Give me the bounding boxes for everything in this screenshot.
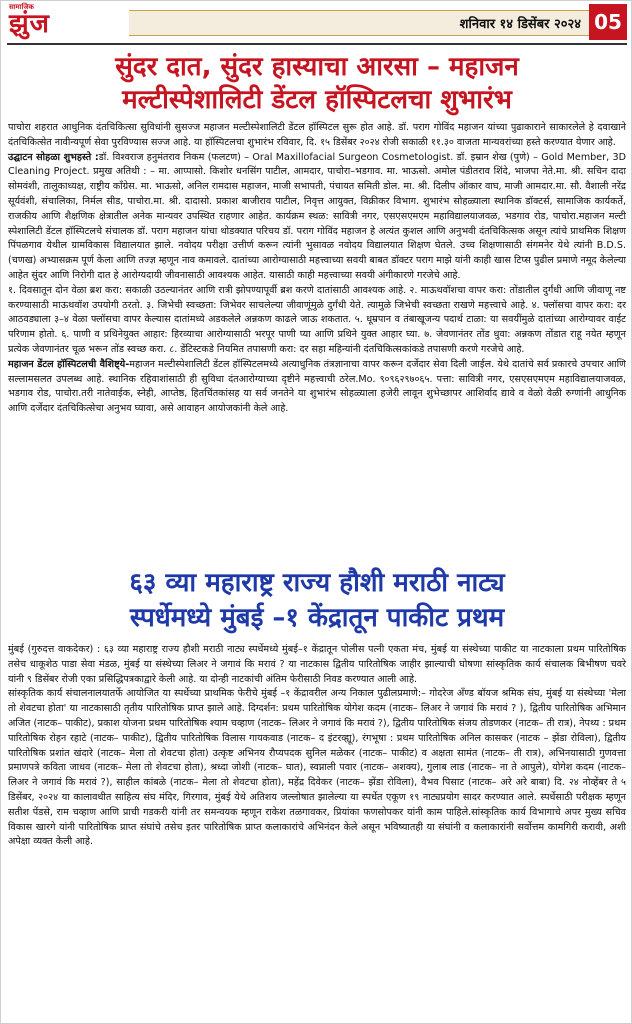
article1-body	[8, 121, 626, 417]
guests-lead: उद्घाटन सोहळा शुभहस्ते :	[8, 151, 99, 163]
logo-title: झुंज	[9, 9, 50, 39]
features-lead: महाजन डेंटल हॉस्पिटलची वैशिष्ट्ये-	[8, 358, 130, 370]
article1-headline-line2: मल्टीस्पेशालिटी डेंटल हॉस्पिटलचा शुभारंभ	[122, 85, 512, 115]
features-text: महाजन मल्टीस्पेशालिटी डेंटल हॉस्पिटलमध्ये अत्याधुनिक तंत्रज्ञानाचा वापर करून दर्जेदार सेवा दिली जाईल. येथे दातांचे सर्व प्रकारचे उपचार आणि सल्लामसलत उपलब्ध आहे. स्थानिक रहिवाशांसाठी ही सुविधा दंतआरोग्याच्या दृष्टीने महत्त्वाची ठरेल.Mo. ९०९६२९७०६५. पत्ता: सावित्री नगर, एसएसएमएम महाविद्यालयाजवळ, भडगाव रोड, पाचोरा.तरी नातेवाईक, स्नेही, आप्तेष्ठ, हितचिंतकांसह या सर्व जनतेने या शुभारंभ सोहळ्याला हजेरी लावून शुभेच्छापर आशिर्वाद द्यावे व वेळो वेळी रुग्णांनी आधुनिक आणि दर्जेदार दंतचिकित्सेचा अनुभव घ्यावा, असे आवाहन आयोजकांनी केले आहे.	[8, 358, 626, 415]
article2-body	[8, 643, 626, 850]
masthead	[1, 1, 632, 43]
guests-text: डॉ. विश्वराज हनुमंतराव निकम (फलटण) – Oral Maxillofacial Surgeon Cosmetologist. डॉ. इम्रान शेख (पुणे) – Gold Member, 3D Cleaning Project. प्रमुख अतिथी : – मा. आप्पासो. किशोर धनसिंग पाटील, आमदार, पाचोरा–भडगाव. मा. भाऊसो. अमोल पंडीतराव शिंदे, भाजपा नेते.मा. श्री. सचिन दादा सोमवंशी, तालुकाध्यक्ष, राष्ट्रीय कॉंग्रेस. मा. भाऊसो, अनिल रामदास महाजन, माजी सभापती, पंचायत समिती डोल. मा. श्री. दिलीप ऑकार वाघ, माजी आमदार.मा. सौ. वैशाली नरेंद्र सूर्यवंशी, संचालिका, निर्मल सीड, पाचोरा.मा. श्री. दादासो. प्रकाश बाजीराव पाटील, निवृत्त आयुक्त, विक्रीकर विभाग. शुभारंभ सोहळ्याला स्थानिक डॉक्टर्स, सामाजिक कार्यकर्ते, राजकीय आणि शैक्षणिक क्षेत्रातील अनेक मान्यवर उपस्थित राहणार आहेत. कार्यक्रम स्थळ: सावित्री नगर, एसएसएमएम महाविद्यालयाजवळ, भडगाव रोड, पाचोरा.महाजन मल्टी स्पेशालिटी डेंटल हॉस्पिटलचे संचालक डॉ. पराग महाजन यांचा थोडक्यात परिचय डॉ. पराग गोविंद महाजन हे अत्यंत कुशल आणि अनुभवी दंतचिकित्सक असून त्यांचे प्राथमिक शिक्षण पिंपळगाव येथील ग्रामविकास विद्यालयात झाले. नवोदय परीक्षा उत्तीर्ण करून त्यांनी भुसावळ नवोदय विद्यालयात शिक्षण घेतले. उच्च शिक्षणासाठी संगमनेर येथे त्यांनी B.D.S. (चणख) अभ्यासक्रम पूर्ण केला आणि तज्ज्ञ म्हणून नाव कमावले. दातांच्या आरोग्यासाठी महत्त्वाच्या सवयी बाबत डॉक्टर पराग माझे यांनी काही खास टिप्स पुढील प्रमाणे नमूद केलेल्या आहेत सुंदर आणि निरोगी दात हे आरोग्यदायी जीवनासाठी आवश्यक आहेत. यासाठी काही महत्त्वाच्या सवयी अंगीकारणे गरजेचे आहे.	[8, 151, 626, 281]
article1-intro: पाचोरा शहरात आधुनिक दंतचिकित्सा सुविधांनी सुसज्ज महाजन मल्टीस्पेशालिटी डेंटल हॉस्पिटल सुरू होत आहे. डॉ. पराग गोविंद महाजन यांच्या पुढाकाराने साकारलेले हे दवाखाने दंतचिकित्सेत नावीन्यपूर्ण सेवा पुरविण्यास सज्ज आहे. या हॉस्पिटलचा शुभारंभ रविवार, दि. १५ डिसेंबर २०२४ रोजी सकाळी ११.३० वाजता मान्यवरांच्या हस्ते करण्यात येणार आहे.	[8, 122, 626, 148]
article2-para2: सांस्कृतिक कार्य संचालनालयातर्फे आयोजित या स्पर्धेच्या प्राथमिक फेरीचे मुंबई –१ केंद्रावरील अन्य निकाल पुढीलप्रमाणे:– गोदरेज अँण्ड बॉयज श्रमिक संघ, मुंबई या संस्थेच्या 'मेला तो शेवटचा होता' या नाटकासाठी तृतीय पारितोषिक प्राप्त झाले आहे. दिग्दर्शन: प्रथम पारितोषिक योगेश कदम (नाटक– लिअर ने जगावं कि मरावं ? ), द्वितीय पारितोषिक अभिमान अजित (नाटक– पाकीट), प्रकाश योजना प्रथम पारितोषिक श्याम चव्हाण (नाटक– लिअर ने जगावं कि मरावं ?), द्वितीय पारितोषिक संजय तोडणकर (नाटक– ती रात्र), नेपथ्य : प्रथम पारितोषिक रोहन रहाटे (नाटक– पाकीट), द्वितीय पारितोषिक विलास गायकवाड (नाटक– द इंटरव्ह्यू), रंगभूषा : प्रथम पारितोषिक अनिल कासकर (नाटक – झेंडा रोविला), द्वितीय पारितोषिक प्रशांत खंदारे (नाटक– मेला तो शेवटचा होता) उत्कृष्ट अभिनय रौप्यपदक सुनिल मळेकर (नाटक– पाकीट) व अक्षता सामंत (नाटक– ती रात्र), अभिनयासाठी गुणवत्ता प्रमाणपत्रे कविता जाधव (नाटक– मेला तो शेवटचा होता), श्रध्दा जोशी (नाटक– घात), स्वप्नाली पवार (नाटक– अशक्य), गुलाब लाड (नाटक– ना ते आपुले), योगेश कदम (नाटक– लिअर ने जगावं कि मरावं ?), साहील कांबळे (नाटक– मेला तो शेवटचा होता), महेंद्र दिवेकर (नाटक– झेंडा रोविला), वैभव पिसाट (नाटक– अरे अरे बाबा) दि. २४ नोव्हेंबर ते ५ डिसेंबर, २०२४ या कालावधीत साहित्य संघ मंदिर, गिरगाव, मुंबई येथे अतिशय जल्लोषात झालेल्या या स्पर्धेत एकूण १९ नाट्यप्रयोग सादर करण्यात आले. स्पर्धेसाठी परीक्षक म्हणून सतीश पेंडसे, राम चव्हाण आणि प्राची गडकरी यांनी तर समन्वयक म्हणून राकेश तळगावकर, प्रियांका फणसोपकर यांनी काम पाहिले.सांस्कृतिक कार्य विभागाचे अपर मुख्य सचिव विकास खारगे यांनी पारितोषिक प्राप्त संघांचे तसेच इतर पारितोषिक प्राप्त कलाकारांचे अभिनंदन केले असून भविष्यातही या संघांनी व कलाकारांनी सर्वोत्तम कामगिरी करावी, अशी अपेक्षा व्यक्त केली आहे.	[8, 688, 626, 848]
article2-headline-line1: ६३ व्या महाराष्ट्र राज्य हौशी मराठी नाट्य	[129, 568, 505, 598]
page-number: 05	[589, 4, 627, 40]
article1-headline	[5, 51, 629, 117]
issue-date: शनिवार १४ डिसेंबर २०२४	[459, 17, 581, 32]
article1-features	[8, 358, 626, 417]
article1-headline-line1: सुंदर दात, सुंदर हास्याचा आरसा – महाजन	[115, 52, 519, 82]
newspaper-logo[interactable]	[7, 3, 119, 41]
date-bar	[129, 10, 589, 36]
article2-headline-line2: स्पर्धेमध्ये मुंबई –१ केंद्रातून पाकीट प्रथम	[129, 603, 505, 633]
article1-guests	[8, 151, 626, 284]
logo-tagline: सामाजिक	[9, 3, 34, 11]
article2-para1: मुंबई (गुरुदत्त वाकदेकर) : ६३ व्या महाराष्ट्र राज्य हौशी मराठी नाट्य स्पर्धेमध्ये मुंबई–१ केंद्रातून पोलीस पत्नी एकता मंच, मुंबई या संस्थेच्या पाकीट या नाटकाला प्रथम पारितोषिक तसेच धाकूशेठ पाडा सेवा मंडळ, मुंबई या संस्थेच्या लिअर ने जगावं कि मरावं ? या नाटकास द्वितीय पारितोषिक जाहीर झाल्याची घोषणा सांस्कृतिक कार्य संचालक बिभीषण चवरे यांनी ९ डिसेंबर रोजी एका प्रसिद्धिपत्रकाद्वारे केली आहे. या दोन्ही नाटकांची अंतिम फेरीसाठी निवड करण्यात आली आहे.	[8, 644, 626, 685]
article1-tips: १. दिवसातून दोन वेळा ब्रश करा: सकाळी उठल्यानंतर आणि रात्री झोपण्यापूर्वी ब्रश करणे दातांसाठी आवश्यक आहे. २. माऊथवॉशचा वापर करा: तोंडातील दुर्गंधी आणि जीवाणू नष्ट करण्यासाठी माऊथवॉश उपयोगी ठरतो. ३. जिभेची स्वच्छता: जिभेवर साचलेल्या जीवाणूंमुळे दुर्गंधी येते. त्यामुळे जिभेची स्वच्छता राखणे महत्त्वाचे आहे. ४. फ्लॉसचा वापर करा: दर आठवड्याला ३–४ वेळा फ्लॉसचा वापर केल्यास दातांमध्ये अडकलेले अन्नकण काढले जाऊ शकतात. ५. धूम्रपान व तंबाखूजन्य पदार्थ टाळा: या सवयींमुळे दातांच्या आरोग्यावर वाईट परिणाम होतो. ६. पाणी व प्रथिनेयुक्त आहार: हिरव्याचा आरोग्यासाठी भरपूर पाणी प्या आणि प्रथिने युक्त आहार घ्या. ७. जेवणानंतर तोंड धुवा: अन्नकण तोंडात राहू नयेत म्हणून प्रत्येक जेवणानंतर चूळ भरून तोंड स्वच्छ करा. ८. डेंटिस्टकडे नियमित तपासणी करा: दर सहा महिन्यांनी दंतचिकित्सकांकडे तपासणी करणे गरजेचे आहे.	[8, 284, 626, 355]
article2-headline	[5, 566, 629, 636]
masthead-divider	[7, 43, 627, 45]
